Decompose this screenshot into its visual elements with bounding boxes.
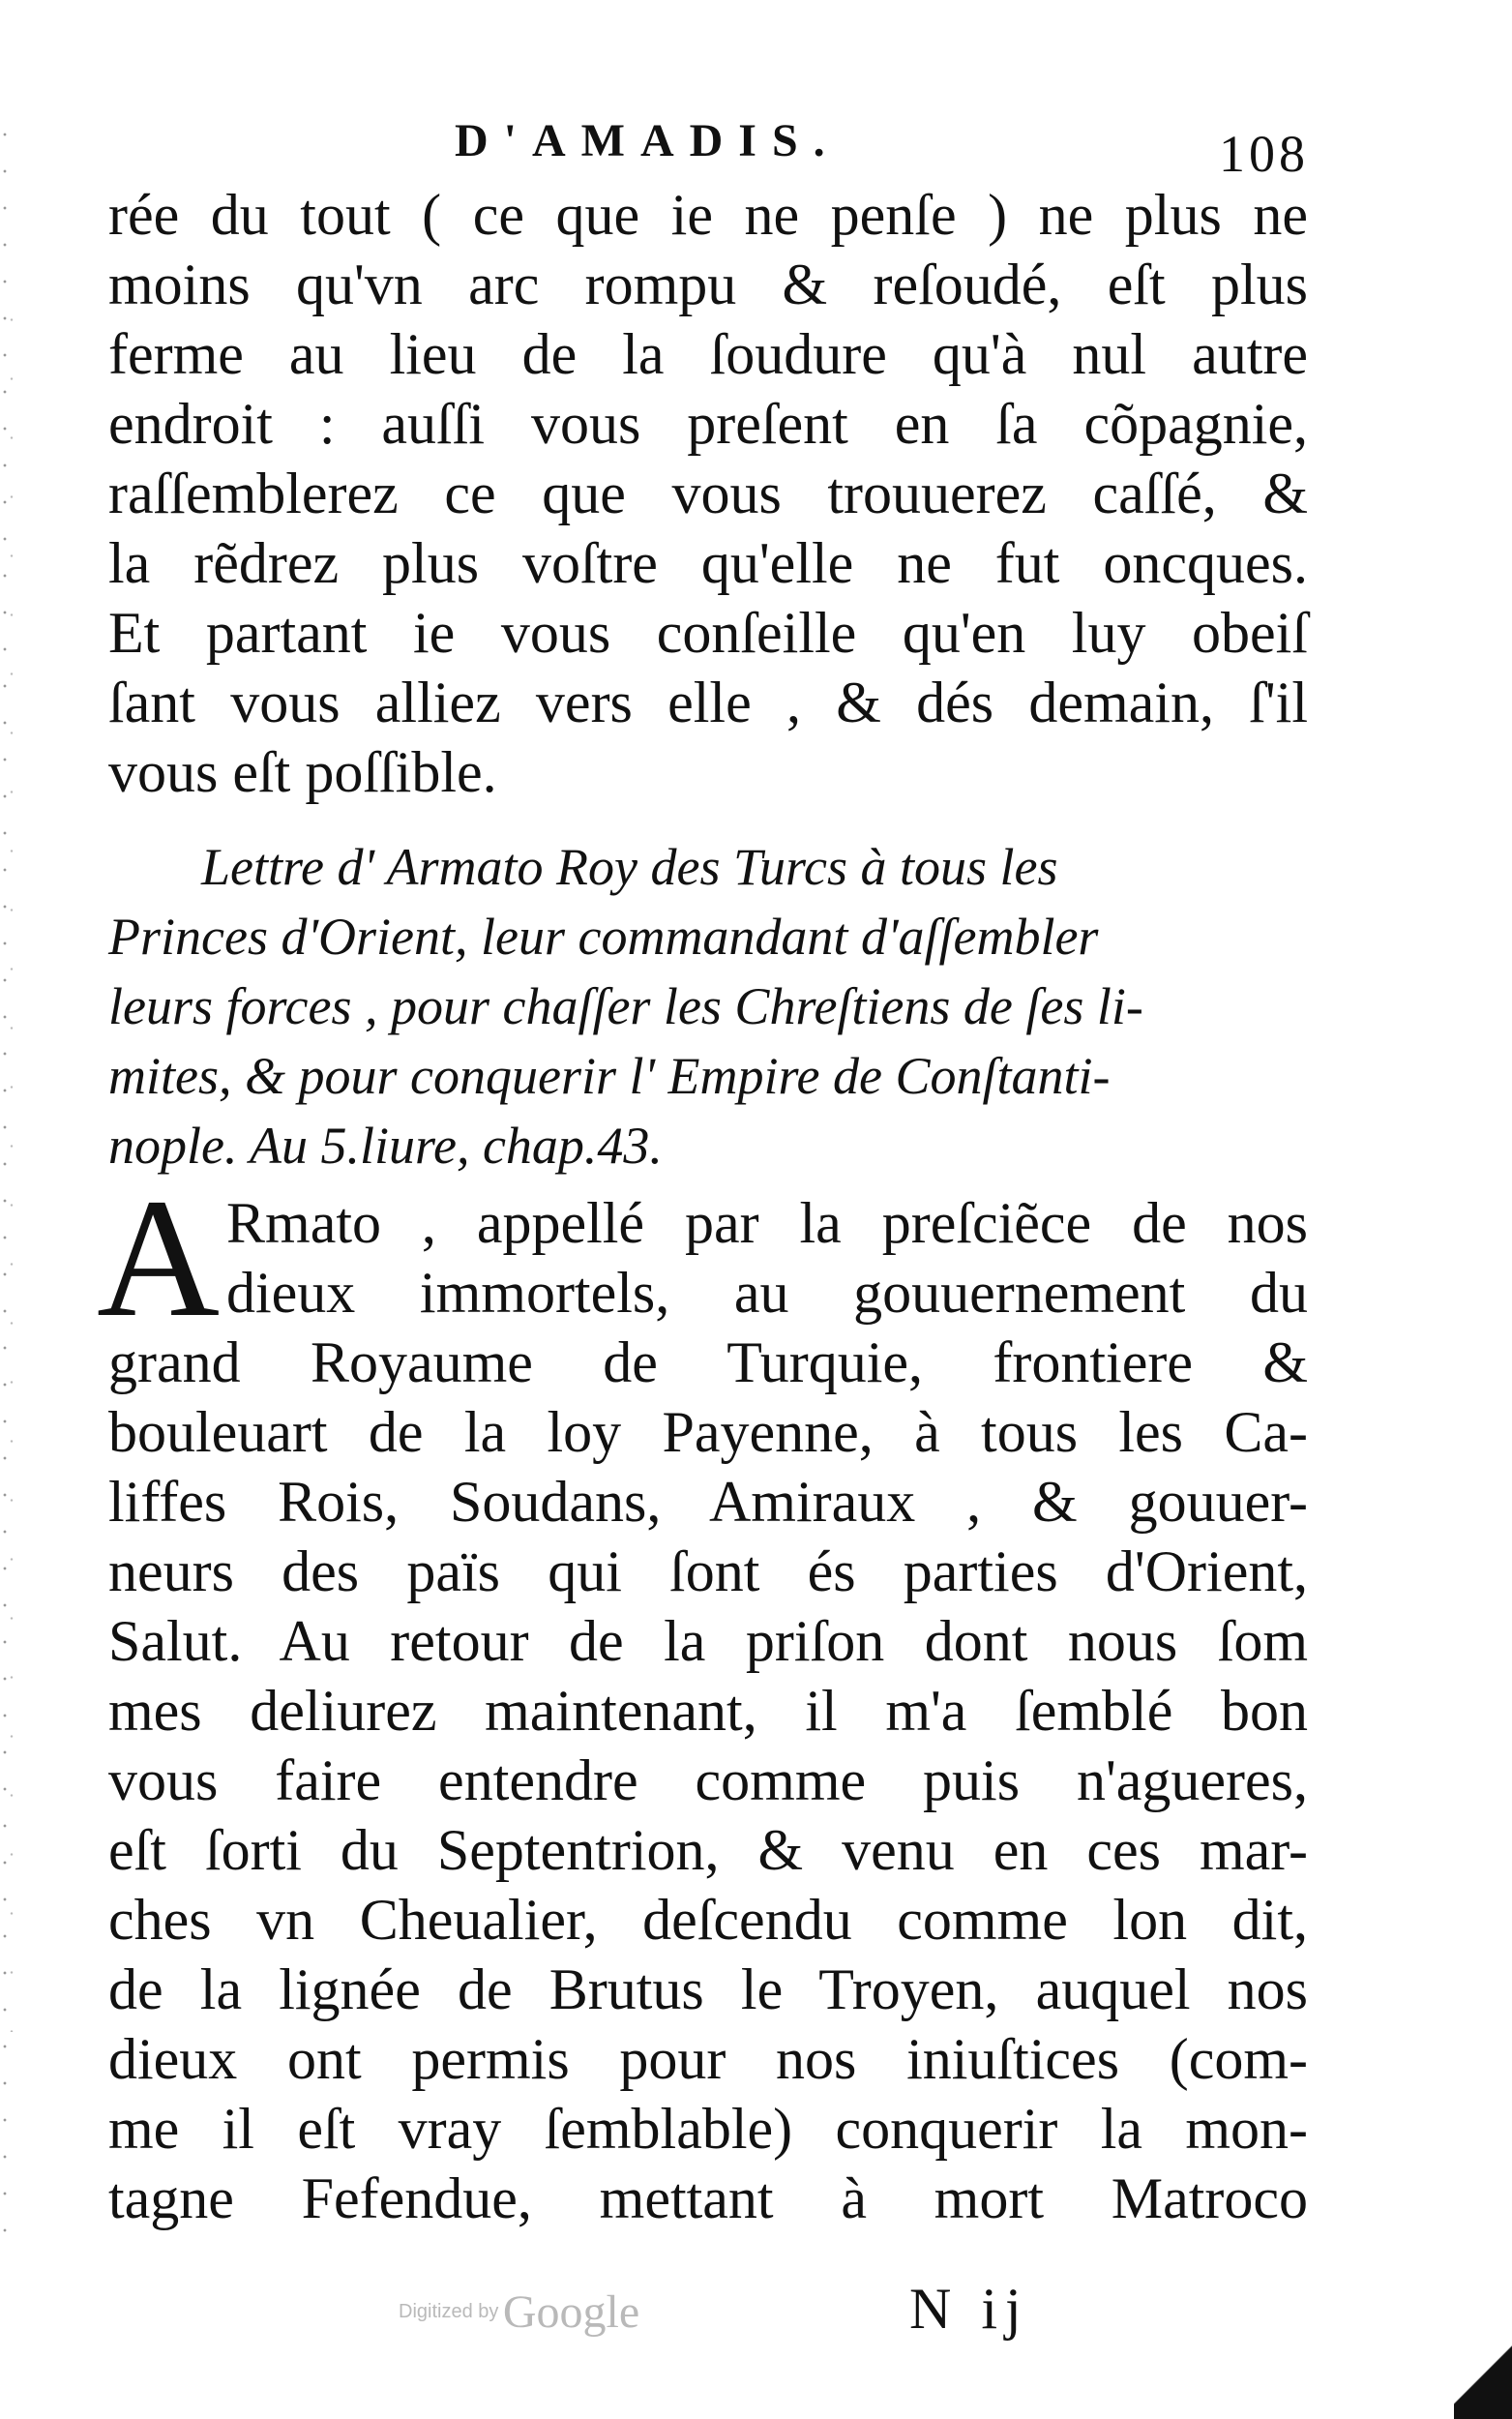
text-line: Et partant ie vous conſeille qu'en luy obeiſ bbox=[108, 601, 1308, 665]
text-line: ferme au lieu de la ſoudure qu'à nul autre bbox=[108, 322, 1308, 386]
digitized-watermark bbox=[399, 2285, 639, 2339]
text-line: vous faire entendre comme puis n'agueres, bbox=[108, 1748, 1308, 1812]
letter-body bbox=[97, 1164, 1308, 2233]
text-line: rée du tout ( ce que ie ne penſe ) ne plus ne bbox=[108, 183, 1308, 247]
drop-cap: A bbox=[97, 1164, 221, 1353]
text-line: eſt ſorti du Septentrion, & venu en ces mar- bbox=[108, 1818, 1308, 1882]
letter-heading bbox=[108, 832, 1308, 1180]
text-line: la rẽdrez plus voſtre qu'elle ne fut oncques. bbox=[108, 531, 1308, 595]
text-line: endroit : auſſi vous preſent en ſa cõpagnie, bbox=[108, 392, 1308, 456]
text-line: neurs des païs qui ſont és parties d'Orient, bbox=[108, 1539, 1308, 1603]
heading-line: nople. Au 5.liure, chap.43. bbox=[108, 1117, 663, 1175]
text-line: vous eſt poſſible. bbox=[108, 740, 497, 804]
scan-corner-shadow bbox=[1454, 2313, 1512, 2419]
text-line: dieux immortels, au gouuernement du bbox=[226, 1261, 1308, 1325]
text-line: Salut. Au retour de la priſon dont nous ſom bbox=[108, 1609, 1308, 1673]
text-line: grand Royaume de Turquie, frontiere & bbox=[108, 1330, 1308, 1394]
scan-edge-speckle bbox=[2, 116, 8, 2245]
heading-line: Lettre d' Armato Roy des Turcs à tous les bbox=[201, 838, 1058, 896]
text-line: liffes Rois, Soudans, Amiraux , & gouuer- bbox=[108, 1470, 1308, 1534]
text-line: Rmato , appellé par la preſciẽce de nos bbox=[226, 1191, 1308, 1255]
scan-edge-speckle-inner bbox=[10, 290, 14, 2032]
body-text-top bbox=[108, 180, 1308, 807]
text-line: moins qu'vn arc rompu & reſoudé, eſt plus bbox=[108, 253, 1308, 316]
digitized-prefix: Digitized by bbox=[399, 2301, 499, 2322]
heading-line: Princes d'Orient, leur commandant d'aſſembler bbox=[108, 908, 1099, 966]
text-line: dieux ont permis pour nos iniuſtices (com- bbox=[108, 2027, 1308, 2091]
text-line: de la lignée de Brutus le Troyen, auquel nos bbox=[108, 1957, 1308, 2021]
text-line: ſant vous alliez vers elle , & dés demain, ſ'il bbox=[108, 671, 1308, 734]
digitized-brand: Google bbox=[502, 2286, 640, 2338]
text-line: tagne Fefendue, mettant à mort Matroco bbox=[108, 2166, 1308, 2230]
heading-line: mites, & pour conquerir l' Empire de Conſtanti- bbox=[108, 1047, 1111, 1105]
text-line: mes deliurez maintenant, il m'a ſemblé bon bbox=[108, 1679, 1308, 1743]
text-line: bouleuart de la loy Payenne, à tous les Ca- bbox=[108, 1400, 1308, 1464]
text-line: me il eſt vray ſemblable) conquerir la mon- bbox=[108, 2097, 1308, 2161]
text-line: raſſemblerez ce que vous trouuerez caſſé, & bbox=[108, 462, 1308, 525]
running-head: D'AMADIS. bbox=[455, 115, 841, 166]
signature-mark: N ij bbox=[909, 2277, 1029, 2341]
page-number: 108 bbox=[1219, 125, 1309, 183]
heading-line: leurs forces , pour chaſſer les Chreſtiens de ſes li- bbox=[108, 977, 1143, 1035]
text-line: ches vn Cheualier, deſcendu comme lon dit, bbox=[108, 1888, 1308, 1952]
